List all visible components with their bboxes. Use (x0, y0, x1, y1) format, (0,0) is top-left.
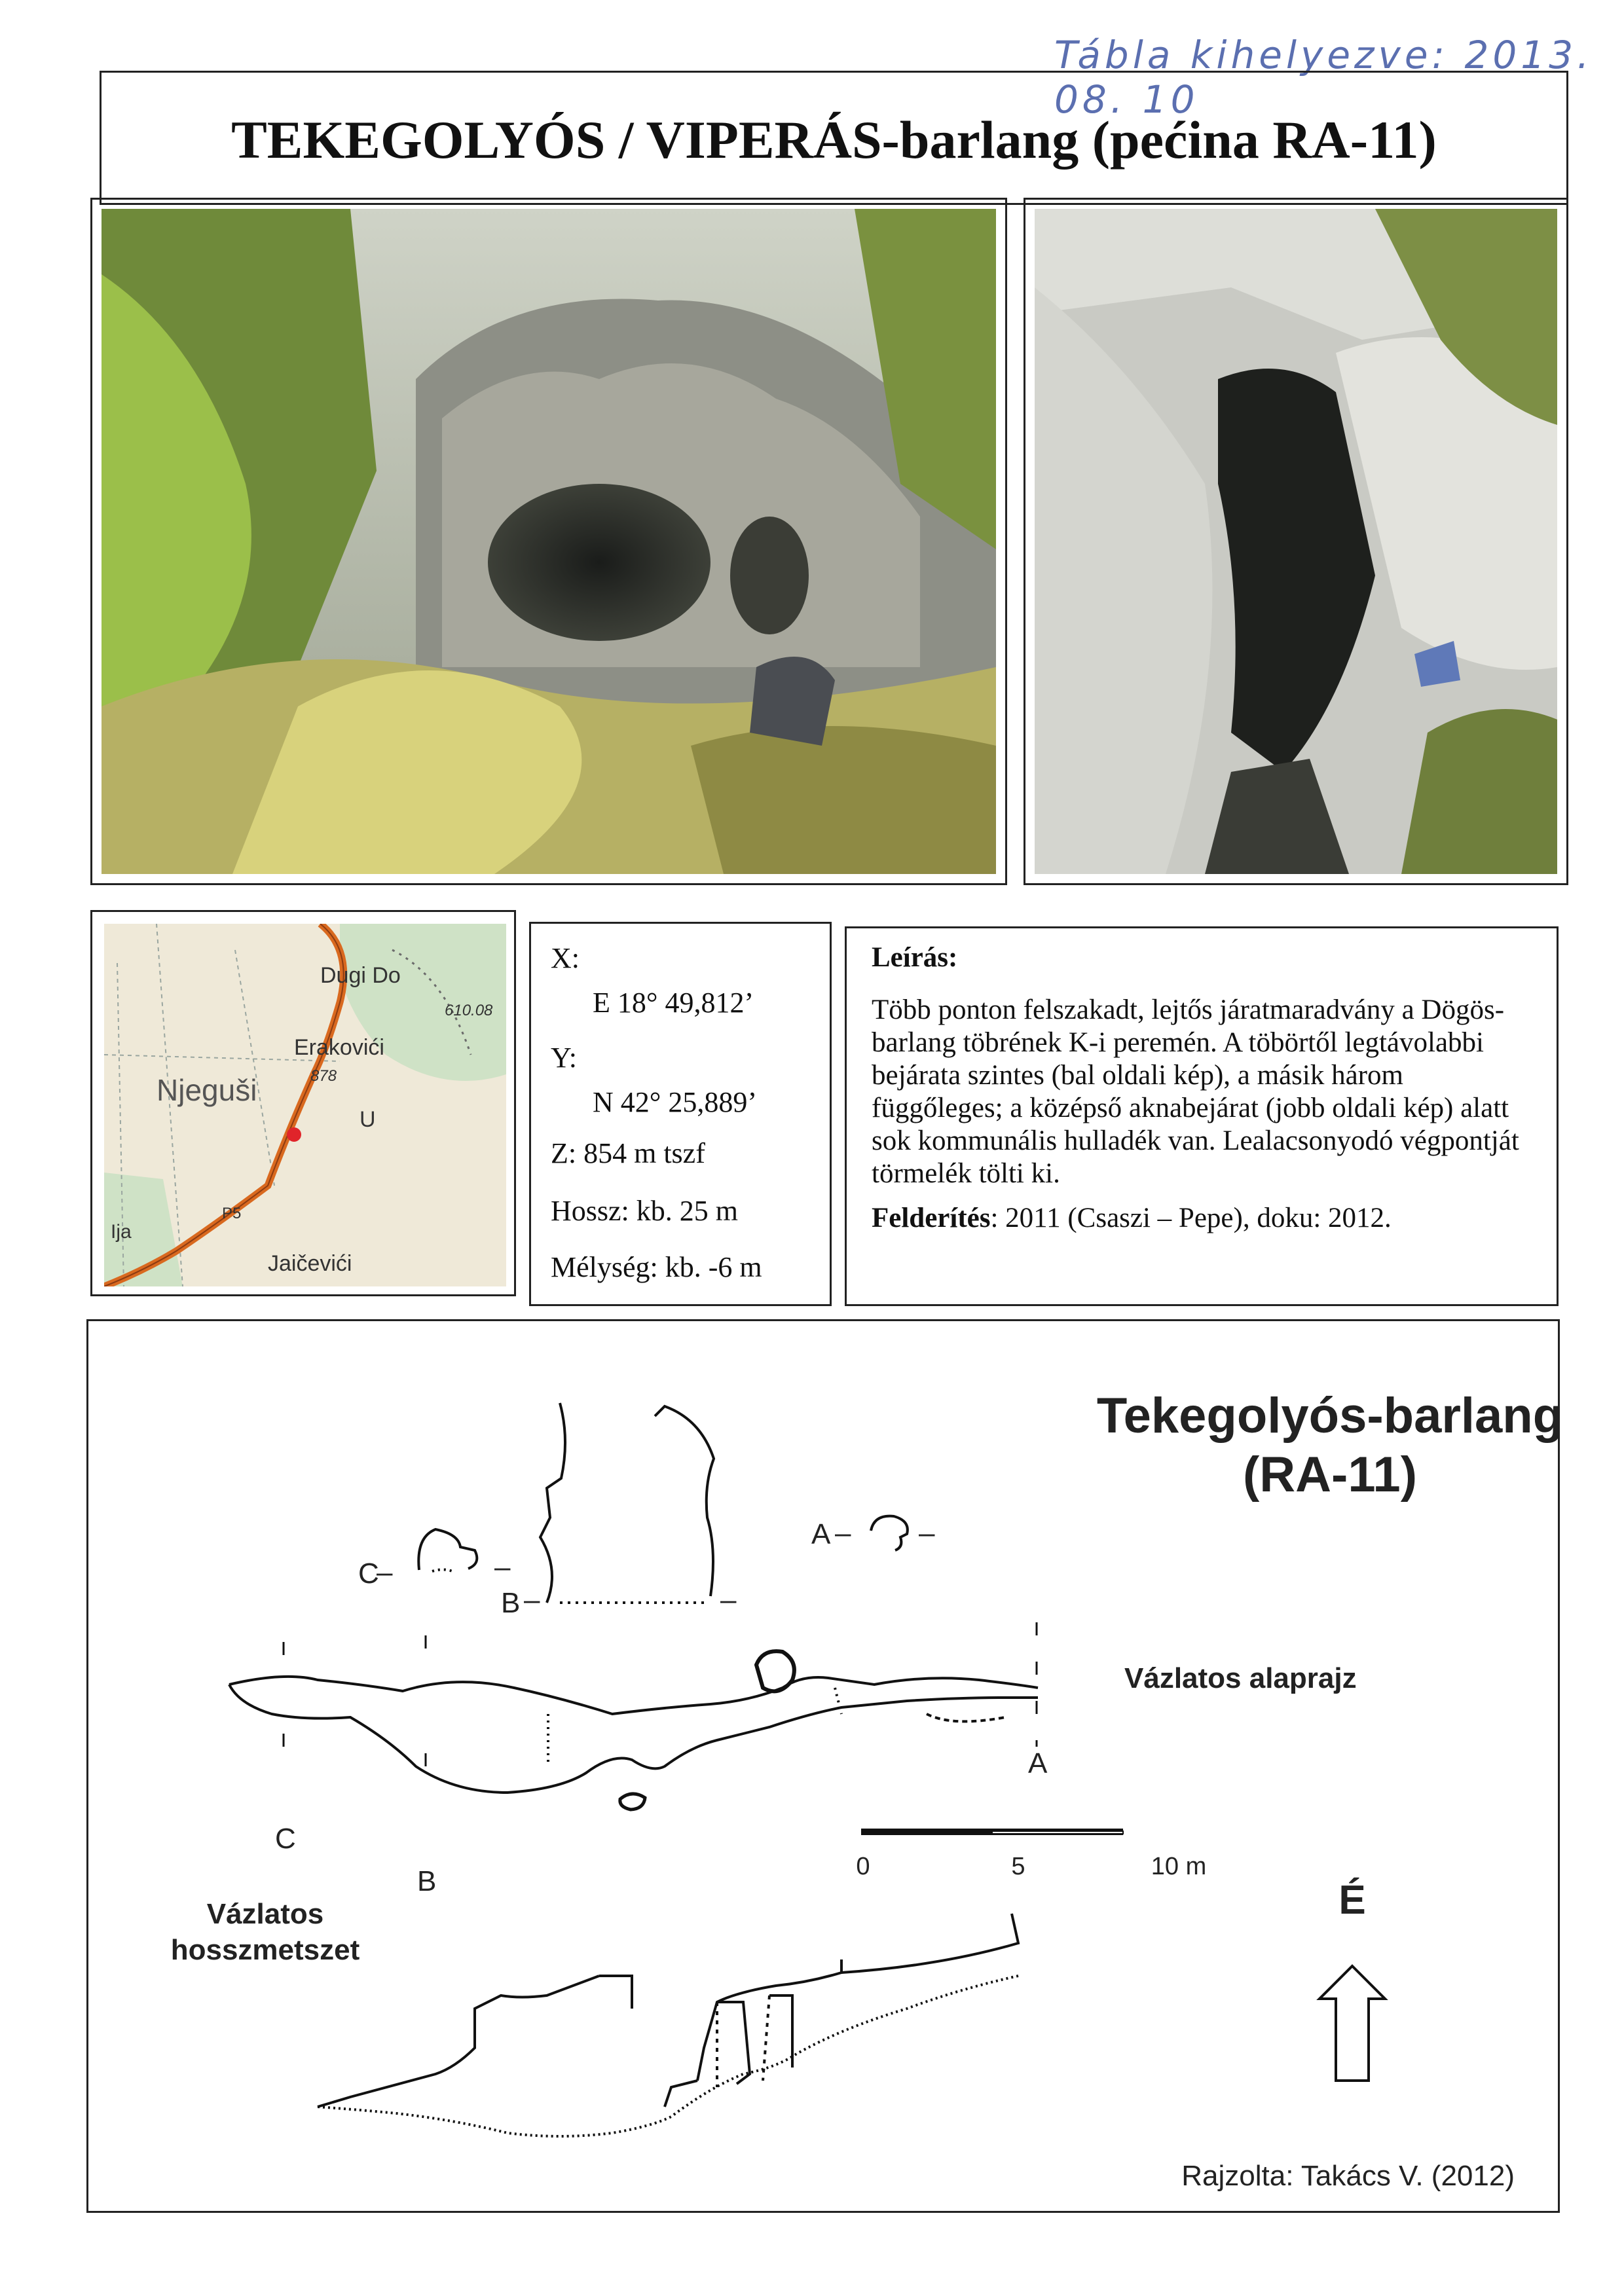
coordinates-box (529, 922, 832, 1306)
svg-text:–: – (494, 1551, 511, 1583)
map-frame (90, 910, 516, 1296)
exploration-label: Felderítés (872, 1203, 991, 1233)
north-arrow-icon (1320, 1966, 1385, 2081)
scale-label-0: 0 (856, 1853, 870, 1880)
survey-title-line1: Tekegolyós-barlang (1096, 1388, 1558, 1444)
svg-text:–: – (919, 1517, 935, 1549)
section-marker-a-plan: A (1028, 1747, 1048, 1779)
section-marker-b-top: B (501, 1587, 521, 1619)
description-text: Több ponton felszakadt, lejtős járatmaradvány a Dögös-barlang töbrének K-i peremén. A töbörtől legtávolabbi bejárata szintes (bal oldali kép), a másik három függőleges; a középső aknabejárat (jobb oldali kép) alatt sok kommunális hulladék van. Lealacsonyodó végpontját törmelék tölti ki. (872, 994, 1519, 1189)
svg-text:–: – (377, 1556, 393, 1588)
section-marker-b-plan: B (417, 1865, 437, 1897)
exploration-text: : 2011 (Csaszi – Pepe), doku: 2012. (990, 1203, 1392, 1233)
plan-view (229, 1651, 1038, 1810)
description-box (845, 926, 1559, 1306)
map-label-njegusi: Njeguši (157, 1073, 257, 1107)
right-photo (1035, 209, 1557, 874)
left-photo (101, 209, 996, 874)
right-photo-frame (1024, 198, 1568, 885)
scale-bar (861, 1829, 1123, 1835)
left-photo-frame (90, 198, 1007, 885)
plan-label: Vázlatos alaprajz (1124, 1662, 1357, 1694)
north-label: É (1338, 1878, 1366, 1923)
length: Hossz: kb. 25 m (551, 1195, 738, 1227)
map-label-erakovici: Erakovići (294, 1035, 384, 1060)
section-marker-c-top: C (358, 1558, 379, 1590)
longitudinal-section (318, 1914, 1018, 2136)
scale-label-10: 10 m (1151, 1853, 1207, 1880)
scale-label-5: 5 (1011, 1853, 1025, 1880)
y-value: N 42° 25,889’ (593, 1086, 758, 1118)
depth: Mélység: kb. -6 m (551, 1251, 762, 1283)
handwritten-note: Tábla kihelyezve: 2013. 08. 10 (1054, 33, 1593, 122)
map-label-elevation-2: 878 (310, 1067, 337, 1085)
author-credit: Rajzolta: Takács V. (2012) (1181, 2160, 1515, 2192)
map-label-elevation-1: 610.08 (445, 1002, 493, 1019)
cave-survey-drawing (88, 1321, 1558, 2211)
section-marker-a-top: A (811, 1518, 831, 1550)
x-label: X: (551, 942, 580, 974)
section-label-line1: Vázlatos (206, 1898, 324, 1930)
section-marker-c-plan: C (275, 1823, 296, 1855)
svg-text:–: – (835, 1517, 851, 1549)
page-title: TEKEGOLYÓS / VIPERÁS-barlang (pećina RA-11) (100, 71, 1568, 205)
svg-text:–: – (720, 1584, 737, 1616)
map-label-ija: Ija (111, 1221, 132, 1243)
location-map (104, 924, 506, 1286)
x-value: E 18° 49,812’ (593, 987, 754, 1019)
survey-title-line2: (RA-11) (1242, 1447, 1418, 1503)
svg-text:–: – (524, 1584, 540, 1616)
altitude: Z: 854 m tszf (551, 1137, 705, 1169)
section-label-line2: hosszmetszet (170, 1934, 360, 1966)
map-label-u: U (360, 1107, 376, 1132)
map-label-jaicevici: Jaičevići (268, 1251, 352, 1276)
map-label-road: P5 (222, 1205, 242, 1222)
survey-box (86, 1319, 1560, 2213)
map-label-dugi-do: Dugi Do (320, 963, 401, 988)
description-heading: Leírás: (872, 942, 958, 973)
cross-sections (418, 1403, 908, 1603)
y-label: Y: (551, 1042, 577, 1074)
